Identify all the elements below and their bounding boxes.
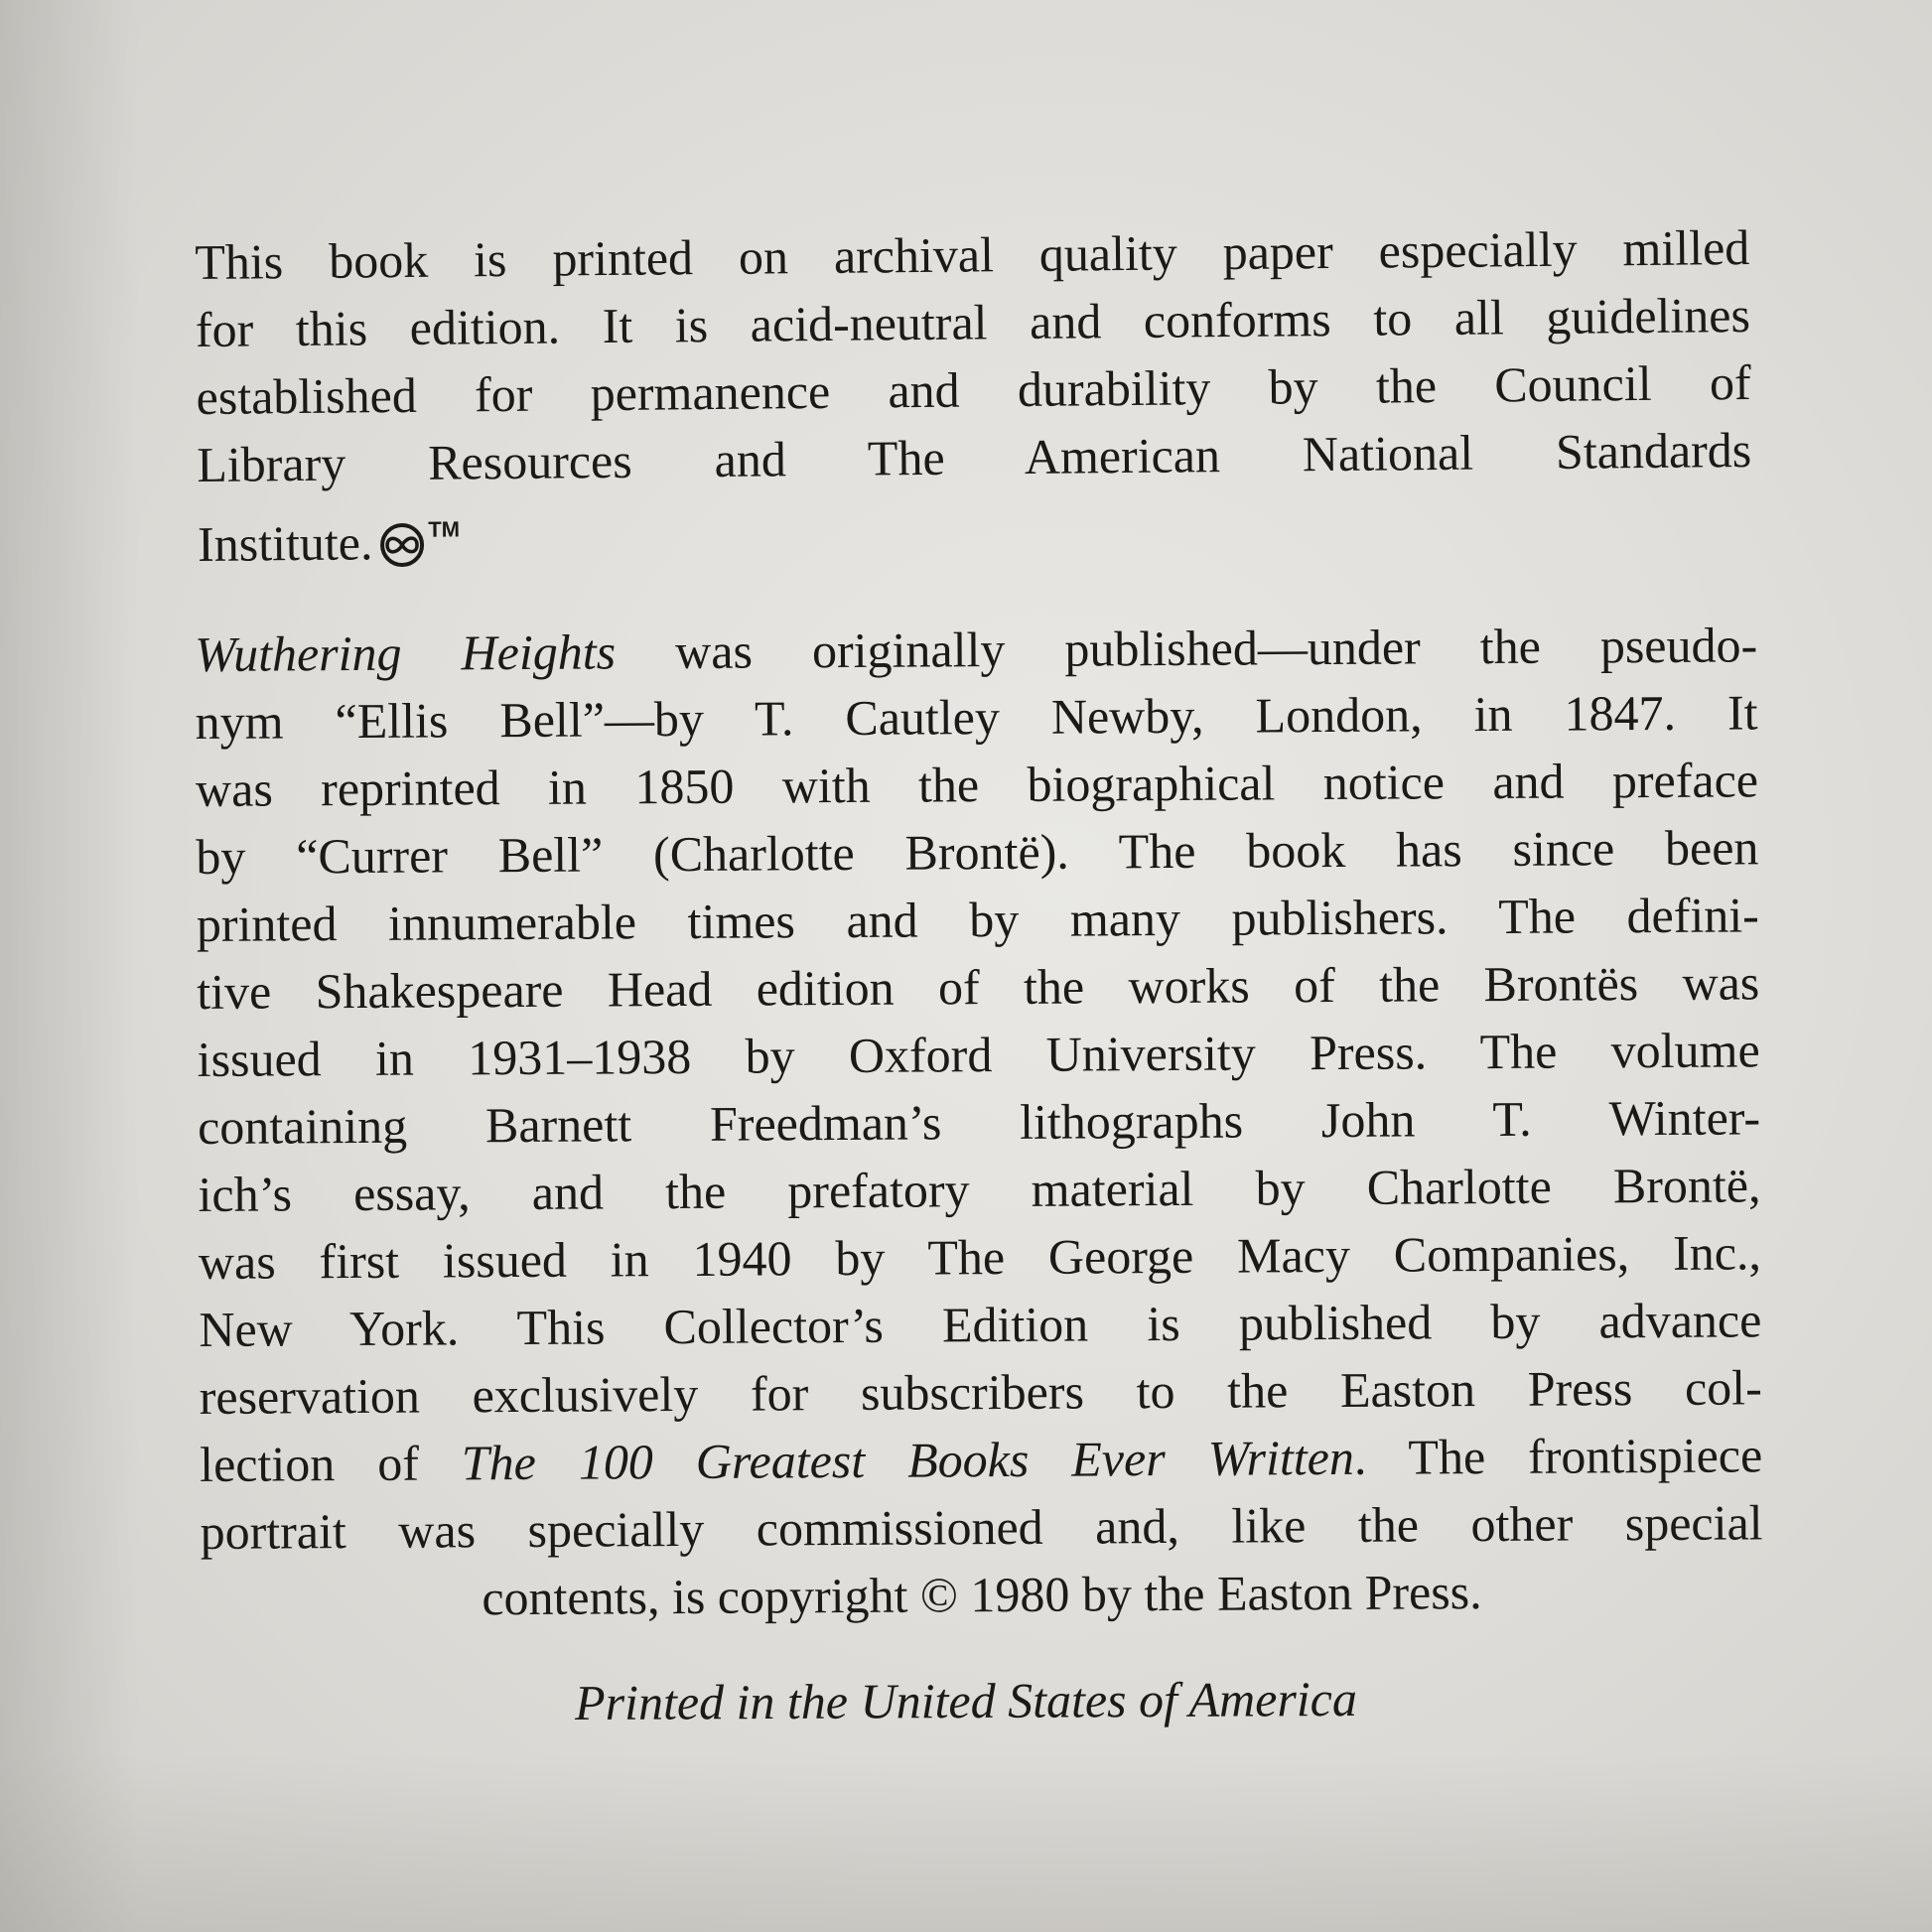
paper-notice-last-line [197,483,1753,572]
history-line: by “Currer Bell” (Charlotte Brontë). The book has since been [196,819,1759,885]
history-line-1 [195,611,1757,688]
ansi-permanence-icon [378,508,427,576]
history-line: issued in 1931–1938 by Oxford University Press. The volume [197,1022,1760,1087]
trademark-mark: TM [428,516,461,542]
history-line: containing Barnett Freedman’s lithographs John T. Winter- [197,1089,1761,1155]
page-gutter-shadow [0,0,139,1932]
paper-notice-line: Institute. [197,514,373,572]
history-line: was first issued in 1940 by The George Macy Companies, Inc., [198,1224,1762,1290]
paper-notice-paragraph [195,213,1752,572]
history-line-13-end: . The frontispiece [1353,1427,1763,1485]
paper-notice-line: Library Resources and The American National Standards [197,421,1752,492]
printed-in-footer: Printed in the United States of America [574,1670,1358,1731]
publication-history-paragraph [195,611,1763,1633]
history-line: printed innumerable times and by many publishers. The defini- [196,887,1760,952]
collection-title: The 100 Greatest Books Ever Written [461,1429,1355,1491]
history-line: reservation exclusively for subscribers to the Easton Press col- [199,1359,1762,1425]
paper-notice-line: for this edition. It is acid-neutral and conforms to all guidelines [195,286,1751,357]
history-line: portrait was specially commissioned and, like the other special [200,1494,1763,1560]
history-line-13-start: lection of [200,1435,463,1492]
paper-notice-line: This book is printed on archival quality paper especially milled [195,218,1750,290]
history-line-13 [200,1421,1762,1498]
history-line: nym “Ellis Bell”—by T. Cautley Newby, London, in 1847. It [195,684,1758,750]
history-line: ich’s essay, and the prefatory material by Charlotte Brontë, [198,1157,1761,1222]
history-line-1-rest: was originally published—under the pseudo- [615,617,1758,680]
copyright-line: contents, is copyright © 1980 by the Easton Press. [482,1564,1482,1626]
paper-notice-line: established for permanence and durability by the Council of [196,353,1751,425]
page-bottom-shadow [0,1753,1932,1932]
history-line: tive Shakespeare Head edition of the works of the Brontës was [197,954,1760,1020]
book-title: Wuthering Heights [195,623,617,682]
history-line: New York. This Collector’s Edition is published by advance [199,1292,1762,1357]
history-line: was reprinted in 1850 with the biographical notice and preface [195,752,1759,817]
